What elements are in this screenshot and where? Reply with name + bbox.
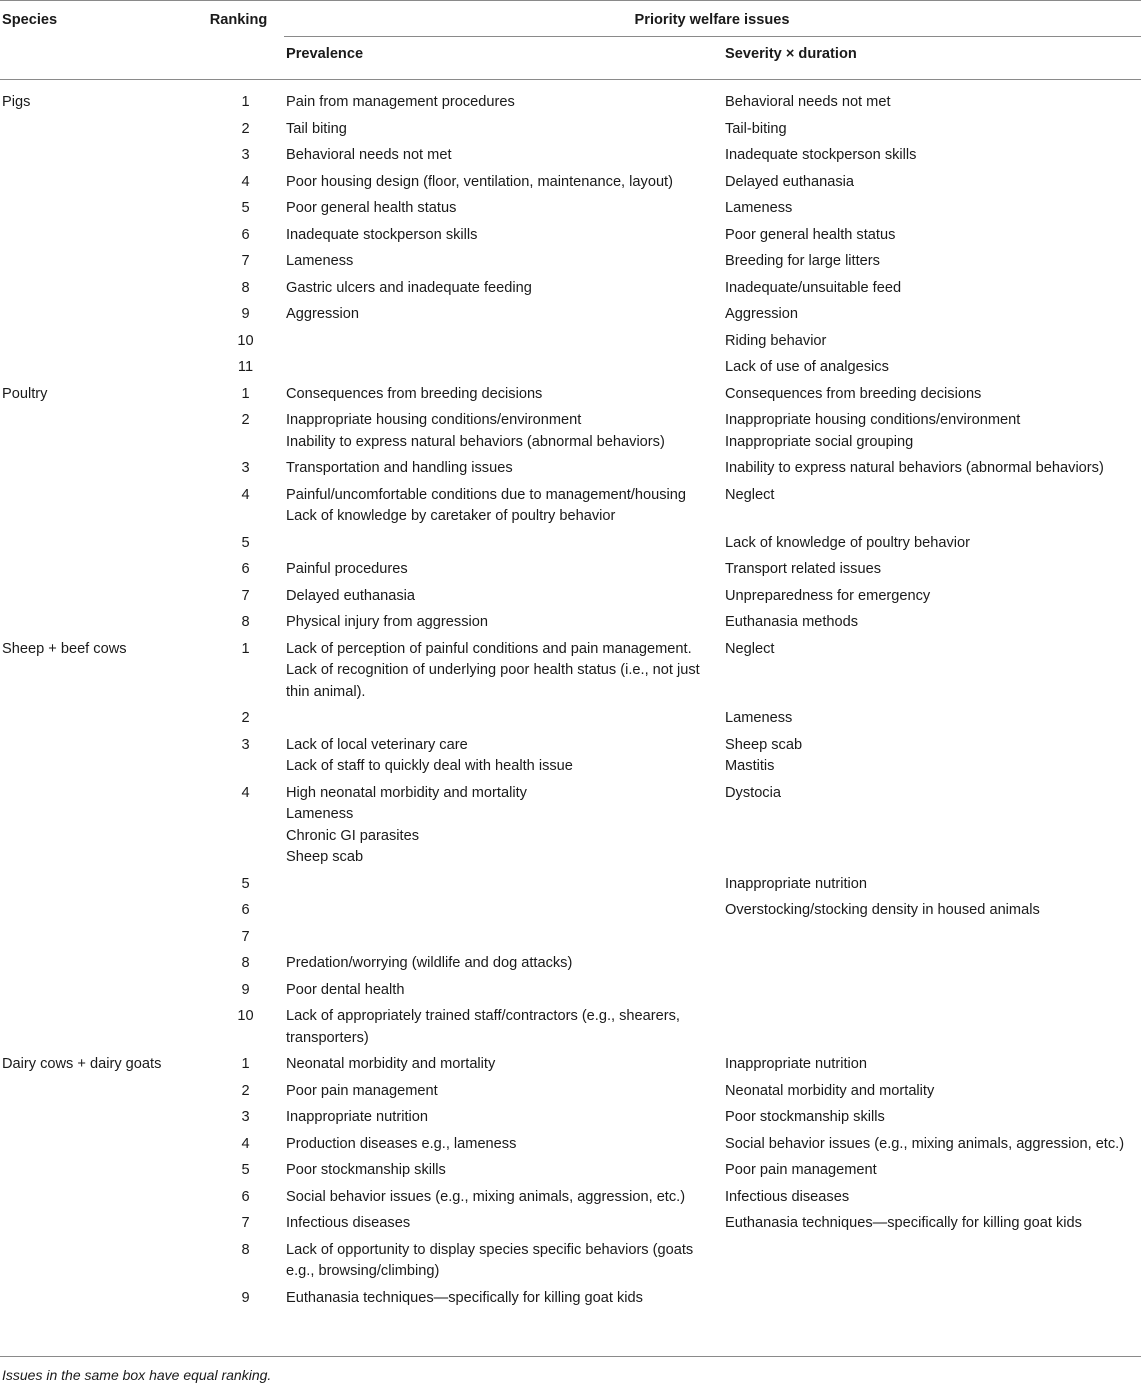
species-cell (0, 355, 192, 382)
prevalence-issue: Production diseases e.g., lameness (286, 1135, 517, 1152)
prevalence-cell (284, 706, 723, 733)
severity-issue: Lameness (725, 710, 793, 726)
prevalence-cell (284, 1237, 723, 1285)
table-row (0, 951, 1141, 978)
prevalence-cell (284, 1105, 723, 1132)
severity-issue: Neglect (725, 486, 775, 503)
table-bottom-rule (0, 1356, 1141, 1357)
ranking-cell: 11 (237, 359, 254, 375)
species-cell (0, 557, 192, 584)
prevalence-cell (284, 249, 723, 276)
species-cell (0, 530, 192, 557)
severity-issue: Neonatal morbidity and mortality (725, 1082, 935, 1099)
prevalence-cell (284, 557, 723, 584)
ranking-cell: 10 (237, 1008, 254, 1024)
prevalence-issue: Lack of perception of painful conditions and pain management. (286, 640, 692, 657)
prevalence-cell (284, 116, 723, 143)
ranking-cell: 8 (241, 1241, 250, 1258)
severity-duration-cell (723, 1285, 1141, 1321)
table-row (0, 977, 1141, 1004)
species-cell (0, 780, 192, 871)
severity-issue: Breeding for large litters (725, 253, 880, 269)
prevalence-issue: Sheep scab (286, 849, 364, 865)
severity-issue: Poor stockmanship skills (725, 1109, 885, 1125)
severity-duration-cell (723, 1105, 1141, 1132)
severity-duration-cell (723, 222, 1141, 249)
table-row (0, 1105, 1141, 1132)
species-cell: Dairy cows + dairy goats (2, 1056, 162, 1072)
severity-duration-cell (723, 1158, 1141, 1185)
severity-duration-cell (723, 355, 1141, 382)
table-row (0, 636, 1141, 706)
prevalence-cell (284, 328, 723, 355)
table-row (0, 222, 1141, 249)
ranking-cell: 6 (241, 561, 250, 577)
species-cell (0, 732, 192, 780)
ranking-cell: 6 (241, 1188, 250, 1205)
severity-issue: Inappropriate social grouping (725, 433, 914, 450)
severity-issue: Poor pain management (725, 1162, 877, 1178)
prevalence-cell (284, 1158, 723, 1185)
severity-duration-cell (723, 302, 1141, 329)
prevalence-issue: Painful/uncomfortable conditions due to management/housing (286, 486, 686, 503)
severity-issue: Overstocking/stocking density in housed animals (725, 902, 1040, 918)
severity-duration-cell (723, 328, 1141, 355)
table-row (0, 355, 1141, 382)
severity-issue: Inadequate stockperson skills (725, 147, 917, 163)
severity-duration-cell (723, 732, 1141, 780)
prevalence-cell (284, 583, 723, 610)
table-body (0, 80, 1141, 1322)
species-cell (0, 222, 192, 249)
prevalence-cell (284, 1131, 723, 1158)
severity-duration-cell (723, 1078, 1141, 1105)
prevalence-cell (284, 355, 723, 382)
prevalence-issue: Poor dental health (286, 981, 405, 998)
prevalence-issue: Poor housing design (floor, ventilation, maintenance, layout) (286, 173, 673, 190)
species-cell (0, 706, 192, 733)
species-cell (0, 249, 192, 276)
prevalence-issue: Inappropriate housing conditions/environment (286, 412, 582, 428)
header-species: Species (0, 1, 192, 80)
prevalence-issue: Inappropriate nutrition (286, 1109, 428, 1125)
ranking-cell: 6 (241, 902, 250, 918)
prevalence-cell (284, 482, 723, 530)
species-cell: Sheep + beef cows (2, 640, 127, 657)
table-row (0, 80, 1141, 117)
species-cell (0, 196, 192, 223)
prevalence-cell (284, 636, 723, 706)
severity-duration-cell (723, 1184, 1141, 1211)
species-cell (0, 610, 192, 637)
species-cell (0, 169, 192, 196)
header-severity-duration: Severity × duration (725, 45, 857, 62)
species-cell (0, 116, 192, 143)
ranking-cell: 3 (241, 736, 250, 753)
species-cell (0, 951, 192, 978)
ranking-cell: 2 (241, 120, 250, 137)
species-cell (0, 1184, 192, 1211)
severity-duration-cell (723, 898, 1141, 925)
severity-issue: Inappropriate housing conditions/environment (725, 412, 1021, 428)
table-row (0, 1131, 1141, 1158)
prevalence-issue: Lack of knowledge by caretaker of poultry behavior (286, 508, 616, 524)
ranking-cell: 7 (241, 1215, 250, 1231)
prevalence-cell (284, 924, 723, 951)
species-cell (0, 408, 192, 456)
table-row (0, 275, 1141, 302)
severity-duration-cell (723, 1131, 1141, 1158)
ranking-cell: 9 (241, 981, 250, 998)
severity-duration-cell (723, 706, 1141, 733)
ranking-cell: 7 (241, 928, 250, 945)
ranking-cell: 5 (241, 875, 250, 892)
table-row (0, 408, 1141, 456)
species-cell (0, 871, 192, 898)
table-row (0, 249, 1141, 276)
prevalence-cell (284, 1211, 723, 1238)
severity-issue: Inadequate/unsuitable feed (725, 279, 902, 296)
species-cell (0, 1078, 192, 1105)
prevalence-issue: Poor general health status (286, 200, 457, 216)
prevalence-issue: Inadequate stockperson skills (286, 226, 478, 243)
prevalence-cell (284, 732, 723, 780)
severity-duration-cell (723, 116, 1141, 143)
severity-duration-cell (723, 143, 1141, 170)
table-row (0, 456, 1141, 483)
prevalence-issue: Predation/worrying (wildlife and dog attacks) (286, 955, 573, 971)
ranking-cell: 7 (241, 587, 250, 604)
ranking-cell: 5 (241, 1162, 250, 1178)
severity-issue: Transport related issues (725, 561, 882, 577)
prevalence-issue: Lack of staff to quickly deal with health issue (286, 758, 573, 774)
severity-duration-cell (723, 977, 1141, 1004)
prevalence-issue: High neonatal morbidity and mortality (286, 784, 527, 801)
ranking-cell: 1 (241, 640, 250, 657)
prevalence-cell (284, 1285, 723, 1321)
prevalence-issue: Neonatal morbidity and mortality (286, 1056, 496, 1072)
prevalence-cell (284, 1078, 723, 1105)
table-row (0, 302, 1141, 329)
ranking-cell: 3 (241, 147, 250, 163)
severity-duration-cell (723, 381, 1141, 408)
prevalence-issue: Poor pain management (286, 1082, 438, 1099)
prevalence-issue: Euthanasia techniques—specifically for killing goat kids (286, 1289, 643, 1306)
severity-duration-cell (723, 1004, 1141, 1052)
table-row (0, 381, 1141, 408)
ranking-cell: 8 (241, 614, 250, 630)
species-cell (0, 1105, 192, 1132)
prevalence-cell (284, 408, 723, 456)
prevalence-issue: Social behavior issues (e.g., mixing animals, aggression, etc.) (286, 1188, 686, 1205)
table-row (0, 482, 1141, 530)
ranking-cell: 2 (241, 412, 250, 428)
ranking-cell: 3 (241, 1109, 250, 1125)
table-row (0, 196, 1141, 223)
ranking-cell: 10 (237, 332, 254, 349)
severity-duration-cell (723, 951, 1141, 978)
species-cell (0, 977, 192, 1004)
severity-duration-cell (723, 456, 1141, 483)
ranking-cell: 4 (241, 486, 250, 503)
table-footnote: Issues in the same box have equal ranking. (2, 1367, 272, 1383)
prevalence-cell (284, 1004, 723, 1052)
species-cell (0, 1211, 192, 1238)
ranking-cell: 9 (241, 1289, 250, 1306)
table-row (0, 732, 1141, 780)
prevalence-issue: Behavioral needs not met (286, 147, 452, 163)
severity-issue: Mastitis (725, 758, 775, 774)
severity-issue: Inappropriate nutrition (725, 875, 867, 892)
prevalence-cell (284, 871, 723, 898)
table-row (0, 328, 1141, 355)
table-row (0, 557, 1141, 584)
severity-duration-cell (723, 169, 1141, 196)
prevalence-issue: Poor stockmanship skills (286, 1162, 446, 1178)
severity-issue: Behavioral needs not met (725, 94, 891, 110)
ranking-cell: 1 (241, 94, 250, 110)
severity-duration-cell (723, 780, 1141, 871)
severity-issue: Aggression (725, 306, 799, 322)
prevalence-cell (284, 143, 723, 170)
species-cell: Pigs (2, 94, 31, 110)
prevalence-cell (284, 456, 723, 483)
severity-duration-cell (723, 557, 1141, 584)
prevalence-issue: Lack of appropriately trained staff/contractors (e.g., shearers, transporters) (286, 1008, 680, 1046)
prevalence-issue: Pain from management procedures (286, 94, 515, 110)
species-cell (0, 583, 192, 610)
severity-duration-cell (723, 1211, 1141, 1238)
prevalence-cell (284, 381, 723, 408)
severity-issue: Unpreparedness for emergency (725, 587, 931, 604)
ranking-cell: 3 (241, 460, 250, 476)
prevalence-cell (284, 610, 723, 637)
table-row (0, 706, 1141, 733)
species-cell (0, 302, 192, 329)
severity-issue: Neglect (725, 640, 775, 657)
table-row (0, 924, 1141, 951)
species-cell (0, 924, 192, 951)
table-row (0, 1237, 1141, 1285)
table-row (0, 1184, 1141, 1211)
table-row (0, 1211, 1141, 1238)
severity-issue: Tail-biting (725, 120, 787, 137)
ranking-cell: 2 (241, 1082, 250, 1099)
prevalence-issue: Inability to express natural behaviors (abnormal behaviors) (286, 433, 665, 450)
header-ranking: Ranking (192, 1, 284, 80)
prevalence-cell (284, 977, 723, 1004)
severity-issue: Consequences from breeding decisions (725, 385, 982, 402)
severity-duration-cell (723, 1237, 1141, 1285)
prevalence-cell (284, 1052, 723, 1079)
ranking-cell: 2 (241, 710, 250, 726)
prevalence-cell (284, 780, 723, 871)
severity-duration-cell (723, 871, 1141, 898)
prevalence-cell (284, 302, 723, 329)
ranking-cell: 5 (241, 534, 250, 551)
ranking-cell: 1 (241, 385, 250, 402)
prevalence-issue: Infectious diseases (286, 1215, 411, 1231)
prevalence-issue: Gastric ulcers and inadequate feeding (286, 279, 532, 296)
species-cell (0, 456, 192, 483)
table-row (0, 780, 1141, 871)
prevalence-issue: Lameness (286, 806, 354, 822)
species-cell (0, 1158, 192, 1185)
severity-issue: Poor general health status (725, 226, 896, 243)
severity-duration-cell (723, 636, 1141, 706)
ranking-cell: 4 (241, 173, 250, 190)
prevalence-cell (284, 530, 723, 557)
severity-duration-cell (723, 275, 1141, 302)
severity-duration-cell (723, 583, 1141, 610)
prevalence-issue: Consequences from breeding decisions (286, 385, 543, 402)
severity-issue: Lack of knowledge of poultry behavior (725, 534, 971, 551)
severity-duration-cell (723, 610, 1141, 637)
ranking-cell: 1 (241, 1056, 250, 1072)
prevalence-issue: Transportation and handling issues (286, 460, 513, 476)
ranking-cell: 8 (241, 955, 250, 971)
prevalence-issue: Tail biting (286, 120, 347, 137)
severity-issue: Infectious diseases (725, 1188, 850, 1205)
species-cell: Poultry (2, 385, 48, 402)
ranking-cell: 7 (241, 253, 250, 269)
severity-duration-cell (723, 80, 1141, 117)
prevalence-issue: Lack of recognition of underlying poor health status (i.e., not just thin animal). (286, 662, 700, 700)
severity-issue: Riding behavior (725, 332, 827, 349)
table-row (0, 1052, 1141, 1079)
severity-duration-cell (723, 408, 1141, 456)
header-prevalence: Prevalence (286, 45, 364, 62)
severity-issue: Dystocia (725, 784, 781, 801)
severity-issue: Inability to express natural behaviors (abnormal behaviors) (725, 460, 1104, 476)
table-row (0, 169, 1141, 196)
table-row (0, 116, 1141, 143)
species-cell (0, 1237, 192, 1285)
table-row (0, 1004, 1141, 1052)
severity-duration-cell (723, 196, 1141, 223)
prevalence-issue: Chronic GI parasites (286, 827, 420, 844)
severity-issue: Euthanasia methods (725, 614, 859, 630)
species-cell (0, 1131, 192, 1158)
ranking-cell: 8 (241, 279, 250, 296)
severity-issue: Lameness (725, 200, 793, 216)
species-cell (0, 1285, 192, 1321)
severity-issue: Delayed euthanasia (725, 173, 855, 190)
table-row (0, 898, 1141, 925)
table-row (0, 1285, 1141, 1321)
prevalence-cell (284, 80, 723, 117)
ranking-cell: 5 (241, 200, 250, 216)
severity-duration-cell (723, 249, 1141, 276)
species-cell (0, 482, 192, 530)
species-cell (0, 898, 192, 925)
species-cell (0, 328, 192, 355)
prevalence-issue: Delayed euthanasia (286, 587, 416, 604)
severity-duration-cell (723, 482, 1141, 530)
species-cell (0, 1004, 192, 1052)
species-cell (0, 275, 192, 302)
table-row (0, 583, 1141, 610)
prevalence-cell (284, 222, 723, 249)
severity-issue: Lack of use of analgesics (725, 359, 889, 375)
species-cell (0, 143, 192, 170)
ranking-cell: 4 (241, 784, 250, 801)
prevalence-cell (284, 1184, 723, 1211)
prevalence-issue: Lack of opportunity to display species specific behaviors (goats e.g., browsing/climbing) (286, 1241, 694, 1279)
prevalence-issue: Lameness (286, 253, 354, 269)
prevalence-issue: Painful procedures (286, 561, 408, 577)
severity-issue: Euthanasia techniques—specifically for killing goat kids (725, 1215, 1082, 1231)
severity-duration-cell (723, 530, 1141, 557)
severity-issue: Sheep scab (725, 736, 803, 753)
prevalence-cell (284, 196, 723, 223)
prevalence-issue: Lack of local veterinary care (286, 736, 468, 753)
severity-duration-cell (723, 924, 1141, 951)
table-row (0, 143, 1141, 170)
prevalence-cell (284, 275, 723, 302)
header-priority-welfare-issues: Priority welfare issues (284, 1, 1141, 37)
table-row (0, 530, 1141, 557)
prevalence-cell (284, 898, 723, 925)
prevalence-cell (284, 169, 723, 196)
prevalence-issue: Aggression (286, 306, 360, 322)
severity-issue: Social behavior issues (e.g., mixing animals, aggression, etc.) (725, 1135, 1125, 1152)
table-row (0, 610, 1141, 637)
prevalence-issue: Physical injury from aggression (286, 614, 488, 630)
ranking-cell: 4 (241, 1135, 250, 1152)
prevalence-cell (284, 951, 723, 978)
table-row (0, 1078, 1141, 1105)
table-row (0, 1158, 1141, 1185)
ranking-cell: 6 (241, 226, 250, 243)
severity-issue: Inappropriate nutrition (725, 1056, 867, 1072)
table-row (0, 871, 1141, 898)
ranking-cell: 9 (241, 306, 250, 322)
severity-duration-cell (723, 1052, 1141, 1079)
